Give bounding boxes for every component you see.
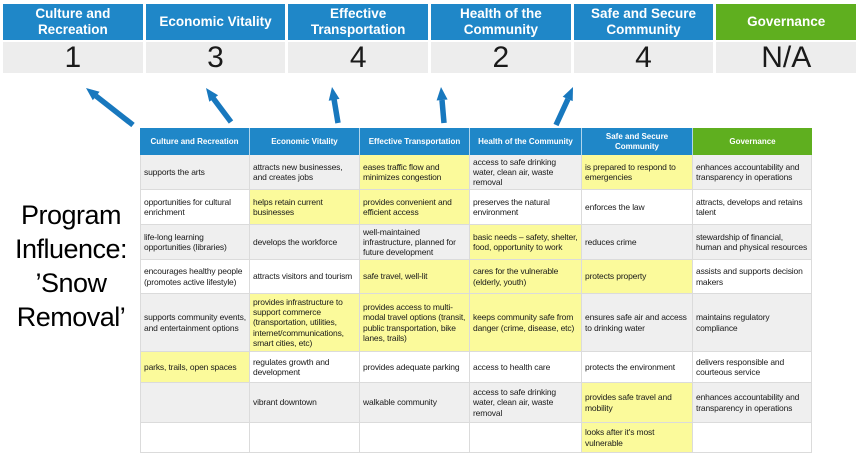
matrix-cell: vibrant downtown [250,383,360,423]
matrix-cell: provides adequate parking [360,352,470,383]
matrix-cell [470,423,582,453]
influence-matrix [140,128,812,453]
matrix-cell: preserves the natural environment [470,190,582,225]
matrix-cell: develops the workforce [250,225,360,260]
matrix-cell: basic needs – safety, shelter, food, opportunity to work [470,225,582,260]
category-score: 4 [288,42,428,73]
matrix-cell: provides safe travel and mobility [582,383,693,423]
matrix-cell: keeps community safe from danger (crime, disease, etc) [470,294,582,352]
title-line: ’Snow [35,268,107,298]
matrix-column-header: Effective Transportation [360,128,470,155]
title-line: Program [20,200,122,230]
matrix-cell: provides access to multi-modal travel options (transit, public transportation, bike lanes, trails) [360,294,470,352]
matrix-column-header: Culture and Recreation [140,128,250,155]
matrix-cell: well-maintained infrastructure, planned for future development [360,225,470,260]
title-line: Influence: [14,234,128,264]
category-header: Effective Transportation [288,4,428,40]
up-arrow-icon [556,87,573,125]
matrix-cell: walkable community [360,383,470,423]
matrix-cell: attracts, develops and retains talent [693,190,812,225]
up-arrow-icon [329,87,340,123]
up-arrow-icon [437,87,448,123]
program-influence-title [0,198,142,334]
matrix-column-header: Health of the Community [470,128,582,155]
matrix-column-header: Economic Vitality [250,128,360,155]
matrix-cell: enhances accountability and transparency in operations [693,155,812,190]
matrix-cell: is prepared to respond to emergencies [582,155,693,190]
matrix-cell: cares for the vulnerable (elderly, youth) [470,260,582,294]
category-score: N/A [716,42,856,73]
matrix-cell: opportunities for cultural enrichment [140,190,250,225]
matrix-cell: delivers responsible and courteous service [693,352,812,383]
matrix-cell: supports the arts [140,155,250,190]
up-arrow-icon [206,88,231,122]
matrix-cell: maintains regulatory compliance [693,294,812,352]
matrix-cell: stewardship of financial, human and physical resources [693,225,812,260]
matrix-cell [693,423,812,453]
category-header: Safe and Secure Community [574,4,714,40]
matrix-cell: assists and supports decision makers [693,260,812,294]
category-header: Culture and Recreation [3,4,143,40]
matrix-cell: looks after it's most vulnerable [582,423,693,453]
category-score: 3 [146,42,286,73]
matrix-cell [360,423,470,453]
matrix-cell: protects property [582,260,693,294]
matrix-cell [140,423,250,453]
matrix-cell: enhances accountability and transparency in operations [693,383,812,423]
matrix-cell: protects the environment [582,352,693,383]
matrix-cell: attracts new businesses, and creates jobs [250,155,360,190]
matrix-cell: access to safe drinking water, clean air, waste removal [470,383,582,423]
matrix-cell: access to safe drinking water, clean air, waste removal [470,155,582,190]
category-header: Health of the Community [431,4,571,40]
category-score: 1 [3,42,143,73]
matrix-cell: access to health care [470,352,582,383]
category-header: Governance [716,4,856,40]
category-score: 2 [431,42,571,73]
matrix-cell: life-long learning opportunities (libraries) [140,225,250,260]
matrix-cell: parks, trails, open spaces [140,352,250,383]
category-score: 4 [574,42,714,73]
matrix-cell: encourages healthy people (promotes active lifestyle) [140,260,250,294]
category-header: Economic Vitality [146,4,286,40]
matrix-cell: regulates growth and development [250,352,360,383]
matrix-cell: reduces crime [582,225,693,260]
score-header-row [3,4,856,40]
matrix-column-header: Governance [693,128,812,155]
matrix-cell: enforces the law [582,190,693,225]
matrix-cell: safe travel, well-lit [360,260,470,294]
matrix-cell: eases traffic flow and minimizes congestion [360,155,470,190]
matrix-cell: helps retain current businesses [250,190,360,225]
score-arrows [0,76,859,128]
score-value-row [3,42,856,73]
matrix-column-header: Safe and Secure Community [582,128,693,155]
matrix-cell: supports community events, and entertainment options [140,294,250,352]
title-line: Removal’ [16,302,126,332]
matrix-cell: ensures safe air and access to drinking water [582,294,693,352]
matrix-cell: attracts visitors and tourism [250,260,360,294]
up-arrow-icon [86,88,133,125]
score-summary-table [3,4,856,73]
matrix-cell [140,383,250,423]
matrix-cell: provides infrastructure to support commerce (transportation, utilities, internet/communications, smart cities, etc) [250,294,360,352]
matrix-cell [250,423,360,453]
matrix-cell: provides convenient and efficient access [360,190,470,225]
